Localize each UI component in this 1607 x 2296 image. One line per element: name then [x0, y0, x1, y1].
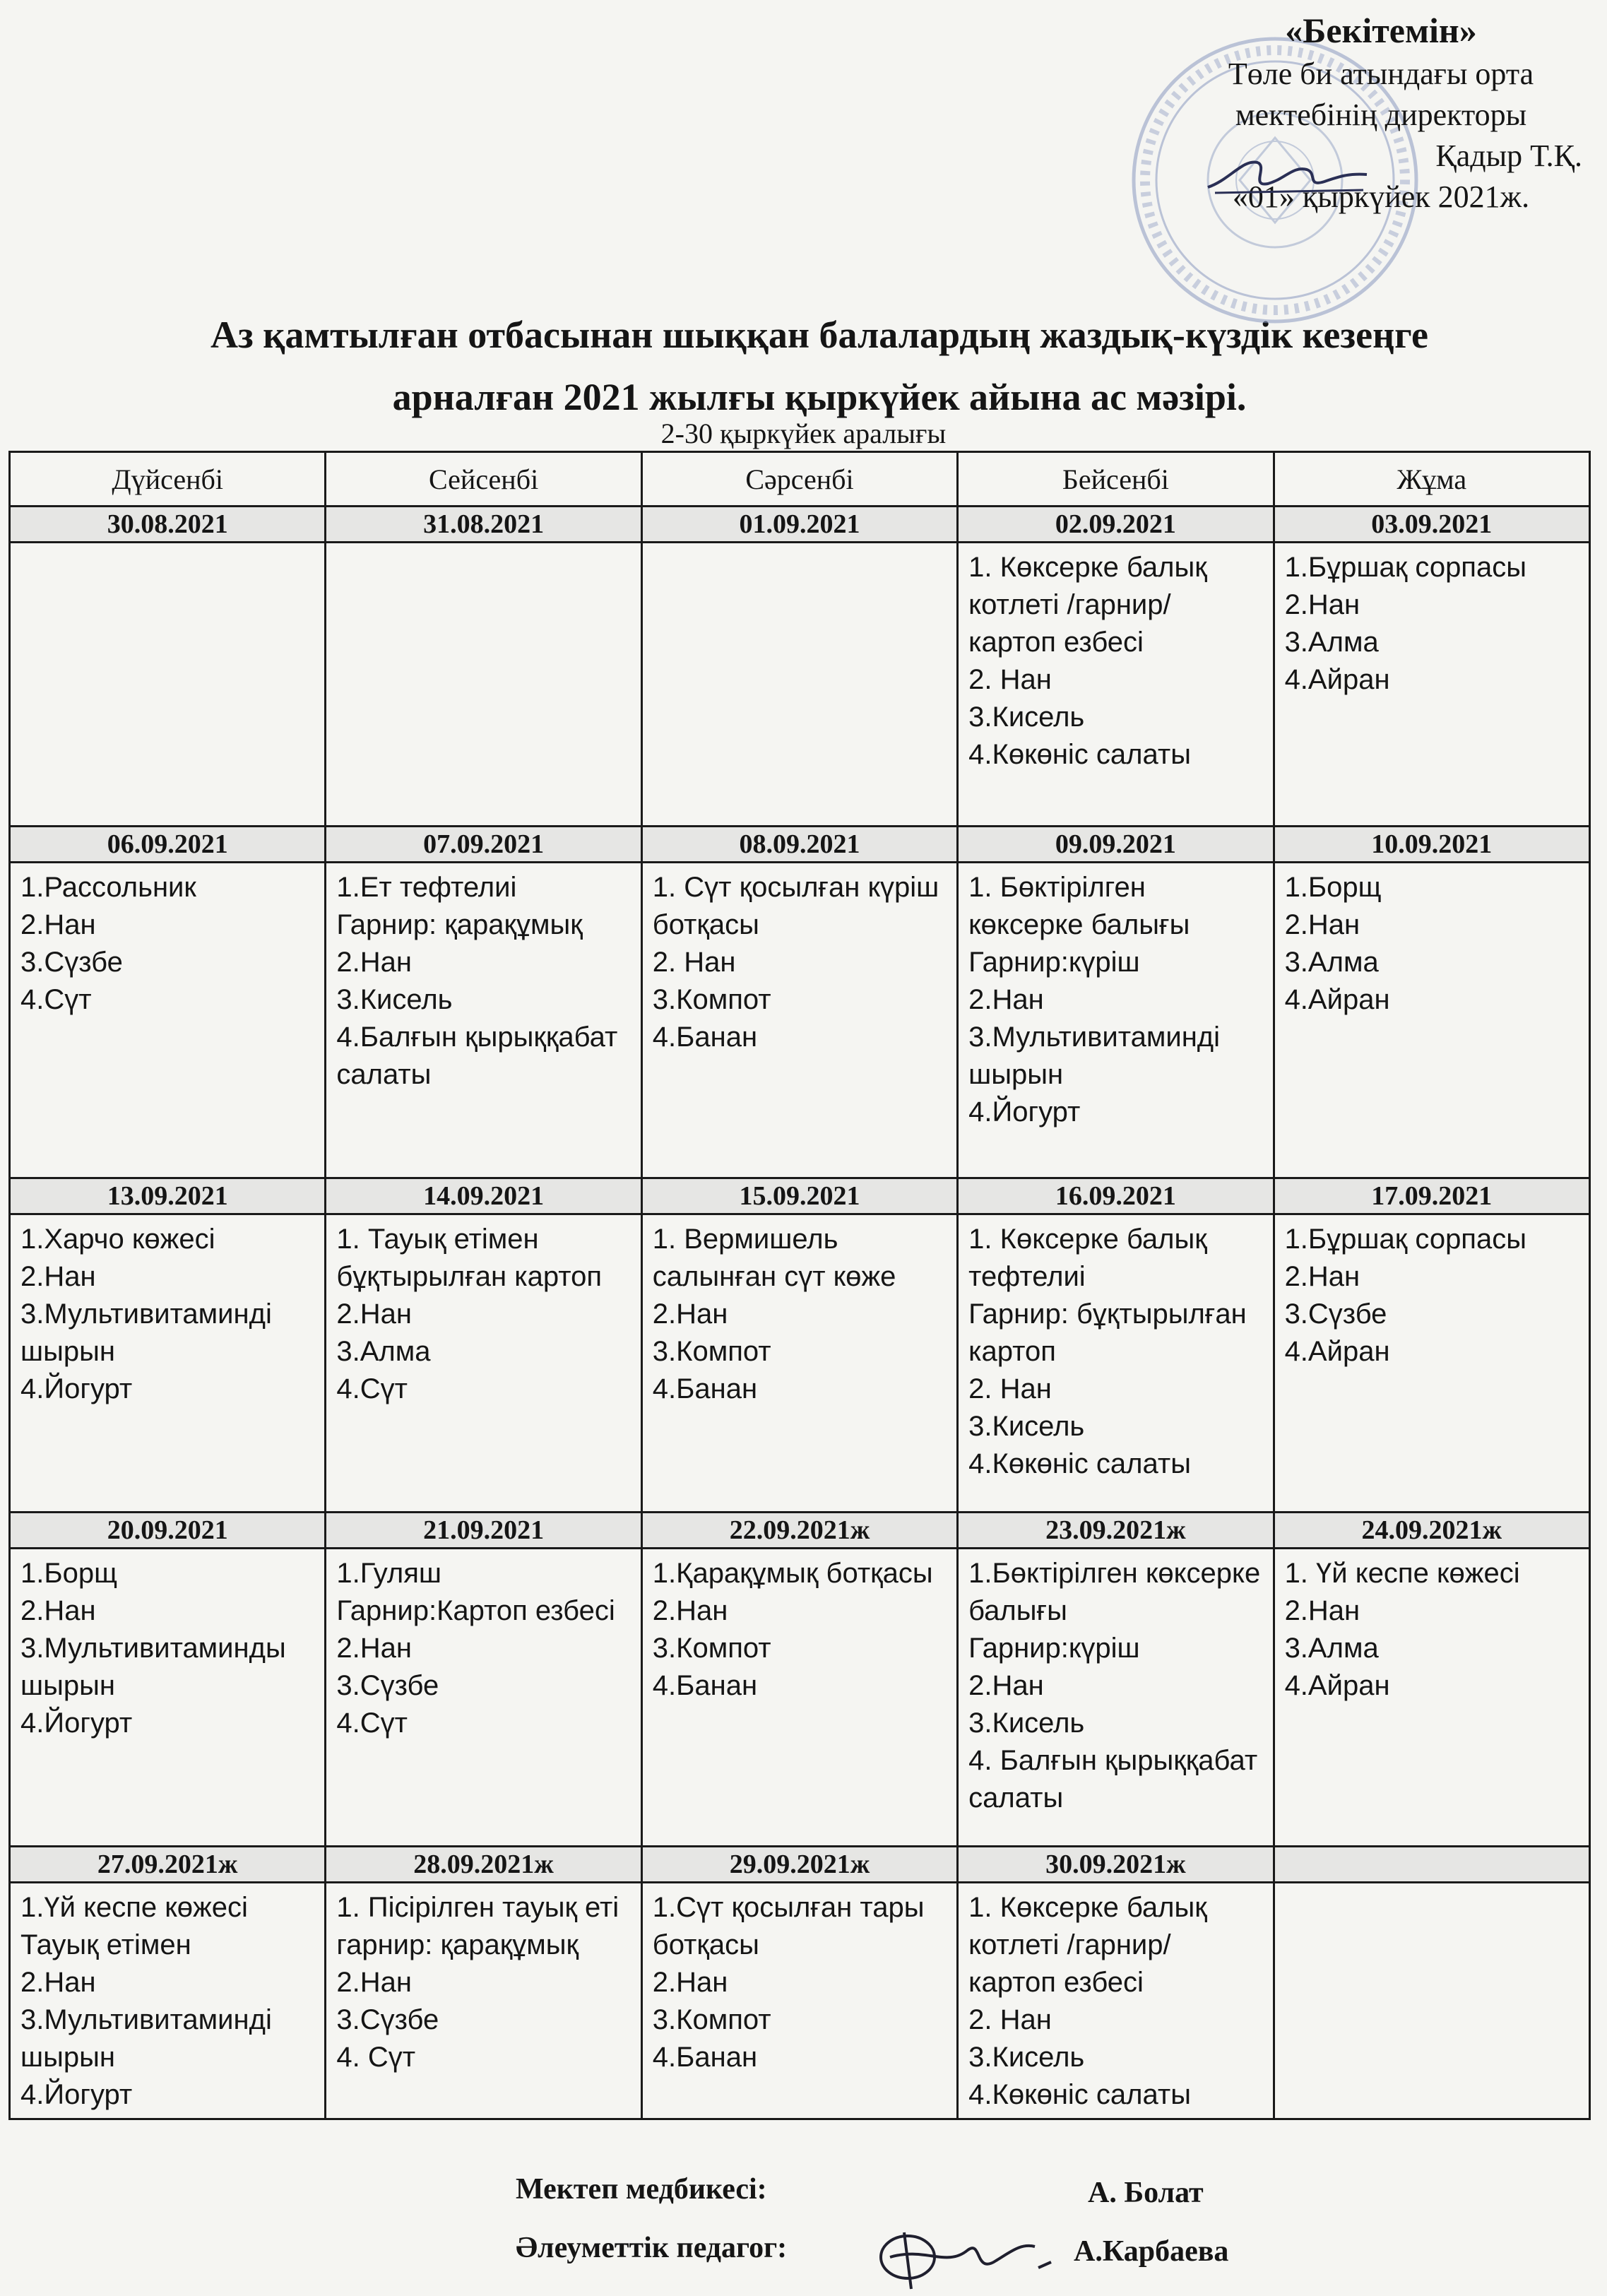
menu-cell: [641, 863, 957, 1178]
menu-item: 1. Бөктірілген көксерке балығы: [968, 872, 1190, 940]
menu-item: 4.Көкөніс салаты: [968, 1448, 1191, 1479]
menu-item: 1.Үй кеспе көжесі: [20, 1892, 248, 1923]
menu-item: 4.Сүт: [336, 1373, 408, 1404]
menu-cell: [326, 863, 641, 1178]
date-cell: 02.09.2021: [958, 507, 1274, 543]
date-range-subtitle: 2-30 қыркүйек аралығы: [660, 418, 947, 449]
menu-item: 1.Ет тефтелиі: [336, 872, 517, 903]
menu-cell: [641, 1549, 957, 1847]
menu-item: 3.Алма: [1284, 627, 1379, 658]
menu-cell: [326, 1549, 641, 1847]
menu-item: 2. Нан: [968, 2004, 1052, 2035]
date-cell: 10.09.2021: [1274, 827, 1589, 863]
menu-item: 3.Сүзбе: [336, 2004, 439, 2035]
menu-cell: [326, 543, 641, 827]
menu-item: 3.Алма: [336, 1336, 431, 1367]
approval-school: Төле би атындағы орта: [1228, 57, 1534, 91]
menu-cell: [1274, 1214, 1589, 1513]
date-cell: 13.09.2021: [10, 1178, 326, 1214]
weekday-header: Жұма: [1274, 452, 1589, 507]
date-cell: 14.09.2021: [326, 1178, 641, 1214]
menu-item: 3.Сүзбе: [1284, 1298, 1387, 1330]
menu-item: 2.Нан: [1284, 1261, 1360, 1292]
date-cell: 24.09.2021ж: [1274, 1513, 1589, 1549]
date-cell: 15.09.2021: [641, 1178, 957, 1214]
menu-row: [10, 1549, 1590, 1847]
menu-item: 1. Көксерке балық котлеті /гарнир/ картоп езбесі: [968, 1892, 1207, 1998]
approval-director-name: Қадыр Т.Қ.: [1435, 138, 1582, 173]
menu-row: [10, 1883, 1590, 2119]
menu-item: 2.Нан: [1284, 589, 1360, 620]
menu-item: 4.Көкөніс салаты: [968, 739, 1191, 770]
date-row: [10, 1847, 1590, 1883]
menu-item: 2.Нан: [968, 1670, 1044, 1701]
menu-table-body: [10, 507, 1590, 2119]
menu-cell: [326, 1214, 641, 1513]
menu-item: 2. Нан: [968, 1373, 1052, 1404]
menu-item: 4.Банан: [652, 1022, 758, 1053]
date-row: [10, 507, 1590, 543]
menu-item: 4.Йогурт: [20, 2079, 133, 2110]
menu-item: 1. Көксерке балық котлеті /гарнир/ картоп езбесі: [968, 552, 1207, 658]
menu-item: 4.Балғын қырыққабат салаты: [336, 1022, 618, 1090]
menu-cell: [958, 543, 1274, 827]
menu-row: [10, 1214, 1590, 1513]
menu-item: 2.Нан: [968, 984, 1044, 1015]
menu-item: 3.Компот: [652, 984, 771, 1015]
date-cell: 31.08.2021: [326, 507, 641, 543]
menu-item: 4.Сүт: [336, 1708, 408, 1739]
menu-item: 1. Тауық етімен бұқтырылған картоп: [336, 1224, 603, 1292]
menu-item: 1.Қарақұмық ботқасы: [652, 1558, 933, 1589]
menu-item: 3.Кисель: [968, 702, 1085, 733]
menu-cell: [1274, 543, 1589, 827]
menu-item: 2.Нан: [20, 1261, 96, 1292]
menu-item: 4.Сүт: [20, 984, 92, 1015]
title-line-2: арналған 2021 жылғы қыркүйек айына ас мәзірі.: [392, 376, 1247, 418]
date-cell: [1274, 1847, 1589, 1883]
menu-item: 3.Сүзбе: [336, 1670, 439, 1701]
menu-item: 1.Сүт қосылған тары ботқасы: [652, 1892, 925, 1960]
menu-item: 2.Нан: [20, 1595, 96, 1626]
menu-item: 4.Айран: [1284, 664, 1390, 695]
nurse-label: Мектеп медбикесі:: [516, 2173, 767, 2206]
menu-cell: [958, 1883, 1274, 2119]
menu-cell: [1274, 1549, 1589, 1847]
menu-item: 1.Бұршақ сорпасы: [1284, 1224, 1526, 1255]
menu-cell: [10, 863, 326, 1178]
menu-row: [10, 863, 1590, 1178]
menu-item: 2.Нан: [336, 947, 412, 978]
date-cell: 29.09.2021ж: [641, 1847, 957, 1883]
menu-item: 4.Банан: [652, 2042, 758, 2073]
date-row: [10, 1178, 1590, 1214]
menu-cell: [641, 1214, 957, 1513]
menu-item: 4.Көкөніс салаты: [968, 2079, 1191, 2110]
menu-item: 1.Гуляш: [336, 1558, 441, 1589]
menu-item: 4.Банан: [652, 1373, 758, 1404]
menu-item: 2. Нан: [968, 664, 1052, 695]
date-cell: 08.09.2021: [641, 827, 957, 863]
menu-item: Тауық етімен: [20, 1929, 191, 1960]
pedagogue-name: А.Карбаева: [1074, 2235, 1229, 2268]
menu-item: 1.Борщ: [20, 1558, 118, 1589]
title-line-1: Аз қамтылған отбасынан шыққан балалардың жаздық-күздік кезеңге: [210, 314, 1428, 356]
menu-item: 1.Бұршақ сорпасы: [1284, 552, 1526, 583]
menu-item: 3.Компот: [652, 1633, 771, 1664]
date-cell: 07.09.2021: [326, 827, 641, 863]
menu-cell: [958, 863, 1274, 1178]
menu-cell: [10, 1883, 326, 2119]
weekday-header: Дүйсенбі: [10, 452, 326, 507]
menu-item: 1.Борщ: [1284, 872, 1382, 903]
approval-date: «01» қыркүйек 2021ж.: [1232, 179, 1530, 214]
pedagogue-label: Әлеуметтік педагог:: [516, 2232, 788, 2264]
menu-item: 3.Кисель: [968, 1411, 1085, 1442]
menu-item: 1.Бөктірілген көксерке балығы: [968, 1558, 1261, 1626]
menu-item: 2.Нан: [20, 909, 96, 940]
menu-item: 1. Вермишель салынған сүт көже: [652, 1224, 896, 1292]
menu-cell: [1274, 1883, 1589, 2119]
date-cell: 03.09.2021: [1274, 507, 1589, 543]
menu-cell: [958, 1549, 1274, 1847]
menu-cell: [10, 1214, 326, 1513]
menu-cell: [1274, 863, 1589, 1178]
menu-cell: [326, 1883, 641, 2119]
menu-item: 1. Пісірілген тауық еті гарнир: қарақұмық: [336, 1892, 619, 1960]
date-cell: 21.09.2021: [326, 1513, 641, 1549]
menu-item: 3.Мультивитаминді шырын: [968, 1022, 1221, 1090]
weekday-header: Сәрсенбі: [641, 452, 957, 507]
menu-item: Гарнир: қарақұмық: [336, 909, 583, 940]
menu-item: 4.Йогурт: [20, 1373, 133, 1404]
menu-item: 2.Нан: [20, 1967, 96, 1998]
menu-item: 4. Сүт: [336, 2042, 416, 2073]
menu-item: 2.Нан: [336, 1967, 412, 1998]
nurse-signature-icon: [869, 2218, 1052, 2296]
menu-item: 2.Нан: [652, 1298, 728, 1330]
menu-cell: [641, 1883, 957, 2119]
menu-item: 1. Сүт қосылған күріш ботқасы: [652, 872, 939, 940]
menu-item: 4.Банан: [652, 1670, 758, 1701]
menu-item: 3.Мультивитаминды шырын: [20, 1633, 286, 1701]
menu-row: [10, 543, 1590, 827]
menu-item: 2.Нан: [652, 1967, 728, 1998]
menu-item: Гарнир:күріш: [968, 1633, 1140, 1664]
menu-item: 2.Нан: [336, 1298, 412, 1330]
date-row: [10, 1513, 1590, 1549]
menu-cell: [10, 543, 326, 827]
date-cell: 20.09.2021: [10, 1513, 326, 1549]
date-cell: 28.09.2021ж: [326, 1847, 641, 1883]
menu-item: 4.Айран: [1284, 984, 1390, 1015]
menu-item: 4.Йогурт: [968, 1096, 1081, 1128]
menu-item: 2.Нан: [652, 1595, 728, 1626]
menu-item: 2.Нан: [336, 1633, 412, 1664]
menu-item: Гарнир: бұқтырылған картоп: [968, 1298, 1247, 1367]
nurse-name: А. Болат: [1088, 2177, 1204, 2209]
weekday-header: Сейсенбі: [326, 452, 641, 507]
menu-item: Гарнир:Картоп езбесі: [336, 1595, 615, 1626]
menu-item: 2.Нан: [1284, 909, 1360, 940]
menu-table: [8, 451, 1591, 2120]
menu-item: 3.Компот: [652, 2004, 771, 2035]
menu-item: 1.Рассольник: [20, 872, 196, 903]
date-cell: 23.09.2021ж: [958, 1513, 1274, 1549]
menu-cell: [958, 1214, 1274, 1513]
date-cell: 30.09.2021ж: [958, 1847, 1274, 1883]
menu-item: 1.Харчо көжесі: [20, 1224, 215, 1255]
menu-item: 1. Үй кеспе көжесі: [1284, 1558, 1520, 1589]
menu-item: 4.Айран: [1284, 1670, 1390, 1701]
menu-item: 3.Алма: [1284, 1633, 1379, 1664]
menu-item: 3.Сүзбе: [20, 947, 123, 978]
date-cell: 06.09.2021: [10, 827, 326, 863]
menu-item: 4.Йогурт: [20, 1708, 133, 1739]
menu-item: Гарнир:күріш: [968, 947, 1140, 978]
date-cell: 09.09.2021: [958, 827, 1274, 863]
menu-item: 4. Балғын қырыққабат салаты: [968, 1745, 1258, 1813]
weekday-header: Бейсенбі: [958, 452, 1274, 507]
director-signature-icon: [1201, 145, 1370, 201]
menu-item: 3.Кисель: [968, 2042, 1085, 2073]
weekday-header-row: [10, 452, 1590, 507]
menu-item: 2. Нан: [652, 947, 736, 978]
menu-item: 3.Компот: [652, 1336, 771, 1367]
date-cell: 22.09.2021ж: [641, 1513, 957, 1549]
date-cell: 16.09.2021: [958, 1178, 1274, 1214]
date-cell: 27.09.2021ж: [10, 1847, 326, 1883]
menu-item: 2.Нан: [1284, 1595, 1360, 1626]
menu-item: 3.Мультивитаминді шырын: [20, 1298, 272, 1367]
menu-cell: [10, 1549, 326, 1847]
date-cell: 17.09.2021: [1274, 1178, 1589, 1214]
approval-position: мектебінің директоры: [1235, 97, 1527, 132]
approval-title: «Бекітемін»: [1285, 11, 1477, 50]
menu-item: 3.Кисель: [336, 984, 453, 1015]
menu-item: 3.Кисель: [968, 1708, 1085, 1739]
menu-item: 3.Мультивитаминді шырын: [20, 2004, 272, 2073]
menu-item: 4.Айран: [1284, 1336, 1390, 1367]
date-cell: 30.08.2021: [10, 507, 326, 543]
menu-item: 1. Көксерке балық тефтелиі: [968, 1224, 1207, 1292]
date-row: [10, 827, 1590, 863]
menu-cell: [641, 543, 957, 827]
date-cell: 01.09.2021: [641, 507, 957, 543]
menu-item: 3.Алма: [1284, 947, 1379, 978]
